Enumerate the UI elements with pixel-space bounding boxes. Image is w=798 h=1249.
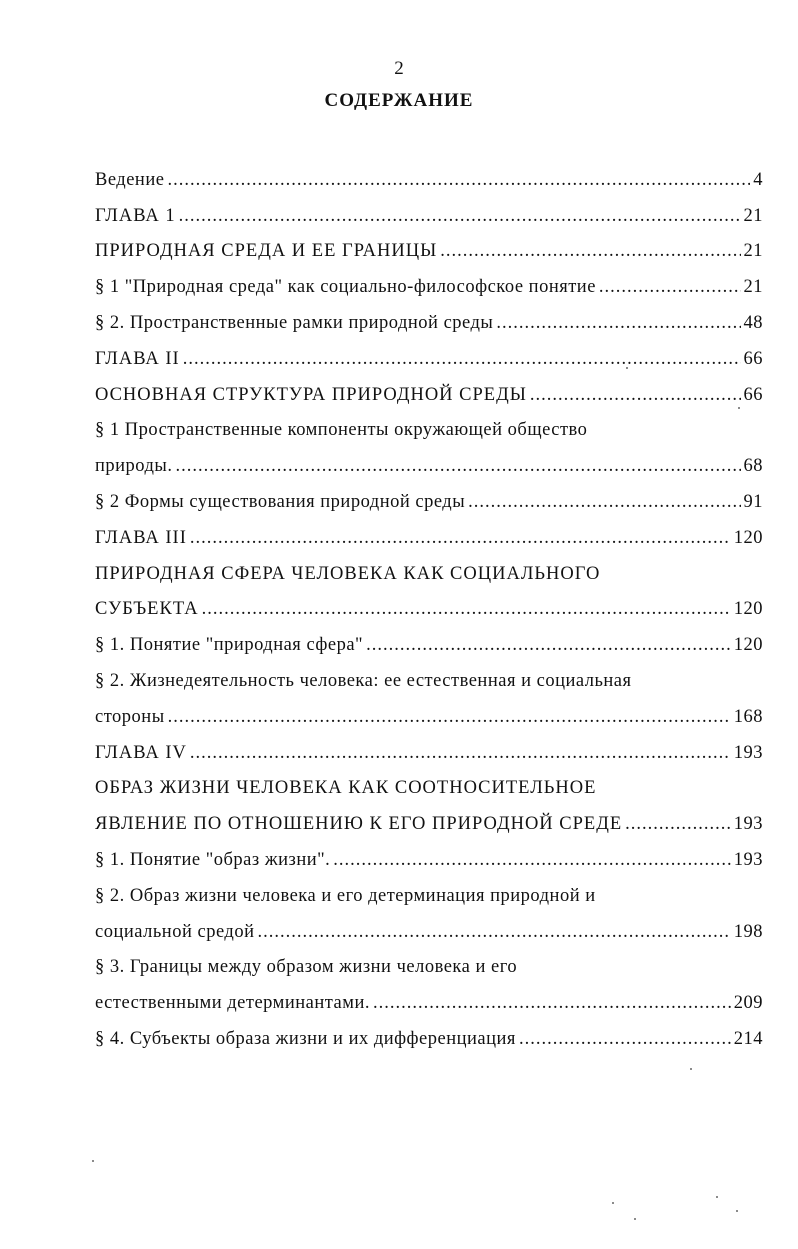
dot-leader [179, 206, 741, 227]
toc-entry-page: 193 [733, 814, 763, 835]
scan-speck [716, 1196, 718, 1198]
toc-entry-page: 4 [753, 169, 763, 190]
toc-entry-text: ПРИРОДНАЯ СРЕДА И ЕЕ ГРАНИЦЫ [95, 241, 438, 262]
toc-entry-section-4-4 [95, 1014, 763, 1050]
toc-entry-text: ГЛАВА 1 [95, 205, 176, 226]
toc-entry-page: 68 [743, 456, 763, 477]
toc-entry-text: § 3. Границы между образом жизни человека и его [95, 957, 518, 978]
toc-entry-text: § 1 "Природная среда" как социально-философское понятие [95, 277, 596, 298]
dot-leader [468, 492, 740, 513]
toc-entry-section-4-3-line-1 [95, 943, 763, 979]
toc-entry-chapter-4-title-line-2 [95, 799, 763, 835]
dot-leader [496, 313, 740, 334]
toc-entry-chapter-2 [95, 334, 763, 370]
toc-entry-section-3-1 [95, 620, 763, 656]
toc-entry-text: ГЛАВА II [95, 348, 180, 369]
toc-entry-page: 48 [743, 312, 763, 333]
toc-entry-page: 193 [733, 849, 763, 870]
dot-leader [530, 385, 741, 406]
dot-leader [168, 707, 731, 728]
toc-entry-page: 21 [743, 277, 763, 298]
toc-entry-text: естественными детерминантами. [95, 993, 370, 1014]
toc-entry-section-2-2 [95, 477, 763, 513]
toc-entry-chapter-2-title [95, 370, 763, 406]
toc-entry-page: 91 [743, 491, 763, 512]
dot-leader [366, 635, 731, 656]
scan-speck [612, 1202, 614, 1204]
dot-leader [599, 277, 741, 298]
toc-entry-text: природы. [95, 456, 173, 477]
toc-entry-text: § 1 Пространственные компоненты окружающей общество [95, 420, 588, 441]
toc-entry-section-3-2-line-2 [95, 692, 763, 728]
toc-entry-chapter-1-title [95, 227, 763, 263]
toc-entry-page: 66 [743, 348, 763, 369]
toc-entry-text: § 1. Понятие "природная сфера" [95, 635, 364, 656]
toc-entry-page: 120 [733, 527, 763, 548]
toc-entry-page: 214 [733, 1028, 763, 1049]
toc-entry-page: 198 [733, 921, 763, 942]
scan-speck [626, 367, 628, 369]
toc-entry-chapter-1 [95, 191, 763, 227]
page-title: СОДЕРЖАНИЕ [324, 90, 474, 111]
dot-leader [257, 922, 730, 943]
toc-entry-text: § 2. Образ жизни человека и его детерминация природной и [95, 885, 596, 906]
dot-leader [625, 814, 731, 835]
toc-entry-section-4-1 [95, 835, 763, 871]
dot-leader [190, 743, 731, 764]
toc-entry-text: стороны [95, 706, 165, 727]
toc-entry-page: 193 [733, 742, 763, 763]
toc-entry-section-4-2-line-2 [95, 907, 763, 943]
toc-entry-text: § 2 Формы существования природной среды [95, 491, 466, 512]
toc-entry-page: 21 [743, 241, 763, 262]
dot-leader [183, 349, 741, 370]
toc-entry-page: 168 [733, 706, 763, 727]
toc-entry-text: ЯВЛЕНИЕ ПО ОТНОШЕНИЮ К ЕГО ПРИРОДНОЙ СРЕДЕ [95, 814, 623, 835]
toc-entry-page: 66 [743, 384, 763, 405]
toc-entry-text: § 4. Субъекты образа жизни и их дифференциация [95, 1028, 516, 1049]
toc-entry-section-1-2 [95, 298, 763, 334]
toc-entry-text: § 2. Жизнедеятельность человека: ее естественная и социальная [95, 670, 632, 691]
toc-entry-section-2-1-line-1 [95, 406, 763, 442]
toc-entry-text: ОБРАЗ ЖИЗНИ ЧЕЛОВЕКА КАК СООТНОСИТЕЛЬНОЕ [95, 778, 597, 799]
dot-leader [519, 1029, 731, 1050]
dot-leader [202, 599, 731, 620]
table-of-contents [95, 155, 763, 1050]
toc-entry-chapter-3-title-line-2 [95, 585, 763, 621]
scan-speck [736, 1210, 738, 1212]
toc-entry-page: 120 [733, 599, 763, 620]
toc-entry-text: социальной средой [95, 921, 255, 942]
toc-entry-text: Ведение [95, 169, 165, 190]
scan-speck [690, 1068, 692, 1070]
toc-entry-text: ГЛАВА III [95, 527, 187, 548]
scan-speck [634, 1218, 636, 1220]
dot-leader [373, 993, 731, 1014]
toc-entry-section-1-1 [95, 262, 763, 298]
scan-speck [738, 407, 740, 409]
toc-entry-section-3-2-line-1 [95, 656, 763, 692]
toc-entry-text: § 2. Пространственные рамки природной среды [95, 312, 494, 333]
dot-leader [333, 850, 730, 871]
dot-leader [167, 170, 750, 191]
toc-entry-text: ПРИРОДНАЯ СФЕРА ЧЕЛОВЕКА КАК СОЦИАЛЬНОГО [95, 563, 601, 584]
toc-entry-chapter-4-title-line-1 [95, 764, 763, 800]
toc-entry-chapter-4 [95, 728, 763, 764]
scan-speck [92, 1160, 94, 1162]
toc-entry-page: 209 [733, 993, 763, 1014]
toc-entry-text: ГЛАВА IV [95, 742, 187, 763]
toc-entry-section-4-3-line-2 [95, 978, 763, 1014]
toc-entry-text: СУБЪЕКТА [95, 599, 199, 620]
toc-entry-page: 21 [743, 205, 763, 226]
toc-entry-text: ОСНОВНАЯ СТРУКТУРА ПРИРОДНОЙ СРЕДЫ [95, 384, 527, 405]
toc-entry-chapter-3 [95, 513, 763, 549]
toc-entry-chapter-3-title-line-1 [95, 549, 763, 585]
toc-entry-page: 120 [733, 635, 763, 656]
dot-leader [440, 241, 740, 262]
toc-entry-introduction [95, 155, 763, 191]
page-number: 2 [394, 58, 404, 79]
toc-entry-text: § 1. Понятие "образ жизни". [95, 849, 331, 870]
toc-entry-section-2-1-line-2 [95, 441, 763, 477]
toc-entry-section-4-2-line-1 [95, 871, 763, 907]
dot-leader [190, 528, 731, 549]
dot-leader [176, 456, 741, 477]
